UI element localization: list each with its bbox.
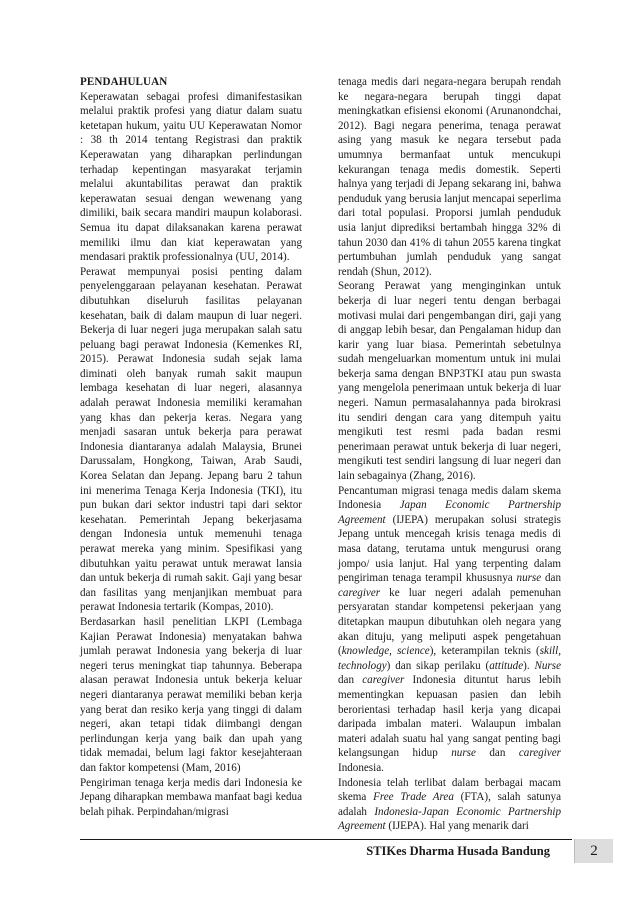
italic-term: Japan Economic Partnership Agreement [338, 499, 561, 526]
section-heading: PENDAHULUAN [80, 76, 168, 88]
paragraph [338, 776, 561, 834]
text-run: ). [523, 659, 535, 672]
text-run: (FTA), salah satunya adalah [338, 791, 561, 818]
text-run: dan [475, 747, 519, 760]
text-run: Pencantuman migrasi tenaga medis dalam skema Indonesia [338, 484, 561, 512]
italic-term: caregiver [518, 747, 561, 760]
text-run: Indonesia dituntut harus lebih mementingkan kepuasan pasien dan lebih berorientasi terhadap hasil kerja yang dicapai daripada imbalan materi. Walaupun imbalan materi adalah suatu hal yang sangat penting bagi kelangsungan hidup [338, 674, 562, 760]
italic-term: skill, technology [338, 645, 561, 672]
italic-term: nurse [516, 572, 542, 585]
italic-term: caregiver [362, 674, 405, 687]
left-column [80, 75, 302, 819]
italic-term: Nurse [534, 659, 561, 672]
italic-term: Free Trade Area [373, 791, 454, 804]
text-run: ), keterampilan teknis ( [429, 645, 540, 658]
footer-divider [80, 839, 572, 840]
footer-institution: STIKes Dharma Husada Bandung [366, 844, 550, 858]
text-run: dan [338, 674, 363, 687]
italic-term: knowledge, science [341, 645, 430, 658]
paragraph: Pengiriman tenaga kerja medis dari Indonesia ke Jepang diharapkan membawa manfaat bagi kedua belah pihak. Perpindahan/migrasi [80, 776, 302, 818]
paragraph: Perawat mempunyai posisi penting dalam penyelenggaraan pelayanan kesehatan. Perawat dibutuhkan diseluruh fasilitas pelayanan kesehatan, baik di dalam maupun di luar negeri. Bekerja di luar negeri juga merupakan salah satu peluang bagi perawat Indonesia (Kemenkes RI, 2015). Perawat Indonesia sudah sejak lama diminati oleh banyak rumah sakit maupun lembaga kesehatan di luar negeri, alasannya adalah perawat Indonesia memiliki keramahan yang khas dan pekerja keras. Negara yang menjadi sasaran untuk bekerja para perawat Indonesia diantaranya adalah Malaysia, Brunei Darussalam, Hongkong, Taiwan, Arab Saudi, Korea Selatan dan Jepang. Jepang baru 2 tahun ini menerima Tenaga Kerja Indonesia (TKI), itu pun bukan dari sektor industri tapi dari sektor kesehatan. Pemerintah Jepang bekerjasama dengan Indonesia untuk memenuhi tenaga perawat mereka yang minim. Spesifikasi yang dibutuhkan yaitu perawat untuk merawat lansia dan untuk bekerja di rumah sakit. Gaji yang besar dan fasilitas yang menjanjikan membuat para perawat Indonesia tertarik (Kompas, 2010). [80, 265, 302, 614]
text-run: (IJEPA) merupakan solusi strategis Jepang untuk mencegah krisis tenaga medis di masa datang, terutama untuk mengurusi orang jompo/ usia lanjut. Hal yang terpenting dalam pengiriman tenaga terampil khususnya [338, 513, 561, 585]
page-number: 2 [590, 842, 598, 859]
text-run: Indonesia telah terlibat dalam berbagai macam skema [338, 776, 561, 804]
text-run: ke luar negeri adalah pemenuhan persyaratan standar kompetensi pekerjaan yang ditetapkan maupun dibutuhkan oleh negara yang akan dituju, yang meliputi aspek pengetahuan ( [338, 586, 561, 658]
paragraph: Seorang Perawat yang menginginkan untuk bekerja di luar negeri tentu dengan berbagai motivasi mulai dari pengembangan diri, gaji yang di anggap lebih besar, dan Pengalaman hidup dan karir yang luar biasa. Pemerintah sebetulnya sudah mengeluarkan momentum untuk ini mulai bekerja sama dengan BNP3TKI atau pun swasta yang mengelola penerimaan untuk bekerja di luar negeri. Namun permasalahannya pada birokrasi itu sendiri dengan cara yang ditempuh yaitu mengikuti test resmi pada badan resmi penerimaan perawat untuk bekerja di luar negeri, mengikuti test sendiri langsung di luar negeri dan lain sebagainya (Zhang, 2016). [338, 280, 561, 483]
paragraph: Berdasarkan hasil penelitian LKPI (Lembaga Kajian Perawat Indonesia) menyatakan bahwa jumlah perawat Indonesia yang bekerja di luar negeri terus meningkat tiap tahunnya. Beberapa alasan perawat Indonesia untuk bekerja keluar negeri diantaranya perawat memiliki beban kerja yang berat dan resiko kerja yang tinggi di dalam negeri, akan tetapi tidak diimbangi dengan perlindungan kerja yang baik dan upah yang tidak memadai, belum lagi faktor kesejahteraan dan faktor kompetensi (Mam, 2016) [80, 615, 302, 774]
paragraph: tenaga medis dari negara-negara berupah rendah ke negara-negara berupah tinggi dapat meningkatkan efisiensi ekonomi (Arunanondchai, 2012). Bagi negara penerima, tenaga perawat asing yang masuk ke negara tersebut pada umumnya bermanfaat untuk mencukupi kekurangan tenaga medis domestik. Seperti halnya yang terjadi di Jepang sekarang ini, bahwa penduduk yang berusia lanjut mencapai seperlima dari total populasi. Proporsi jumlah penduduk usia lanjut diprediksi bertambah hingga 32% di tahun 2030 dan 41% di tahun 2055 karena tingkat pertumbuhan jumlah penduduk yang sangat rendah (Shun, 2012). [338, 76, 561, 278]
italic-term: attitude [489, 659, 524, 672]
paragraph: Keperawatan sebagai profesi dimanifestasikan melalui praktik profesi yang diatur dalam suatu ketetapan hukum, yaitu UU Keperawatan Nomor : 38 th 2014 tentang Registrasi dan praktik Keperawatan yang diharapkan perlindungan terhadap kepentingan masyarakat terjamin melalui akuntabilitas perawat dan praktik keperawatan sesuai dengan wewenang yang dimiliki, baik secara mandiri maupun kolaborasi. Semua itu dapat dilaksanakan karena perawat memiliki ilmu dan kiat keperawatan yang mendasari praktik professionalnya (UU, 2014). [80, 90, 302, 264]
text-run: (IJEPA). Hal yang menarik dari [385, 820, 529, 833]
page-number-badge [574, 839, 613, 863]
text-run: dan [541, 572, 561, 585]
text-run: Indonesia. [338, 761, 384, 774]
paragraph [338, 484, 561, 776]
italic-term: caregiver [338, 586, 381, 599]
right-column [338, 75, 561, 834]
text-run: ) dan sikap perilaku ( [386, 659, 490, 672]
italic-term: Indonesia-Japan Economic Partnership Agreement [338, 805, 561, 833]
italic-term: nurse [451, 747, 476, 760]
